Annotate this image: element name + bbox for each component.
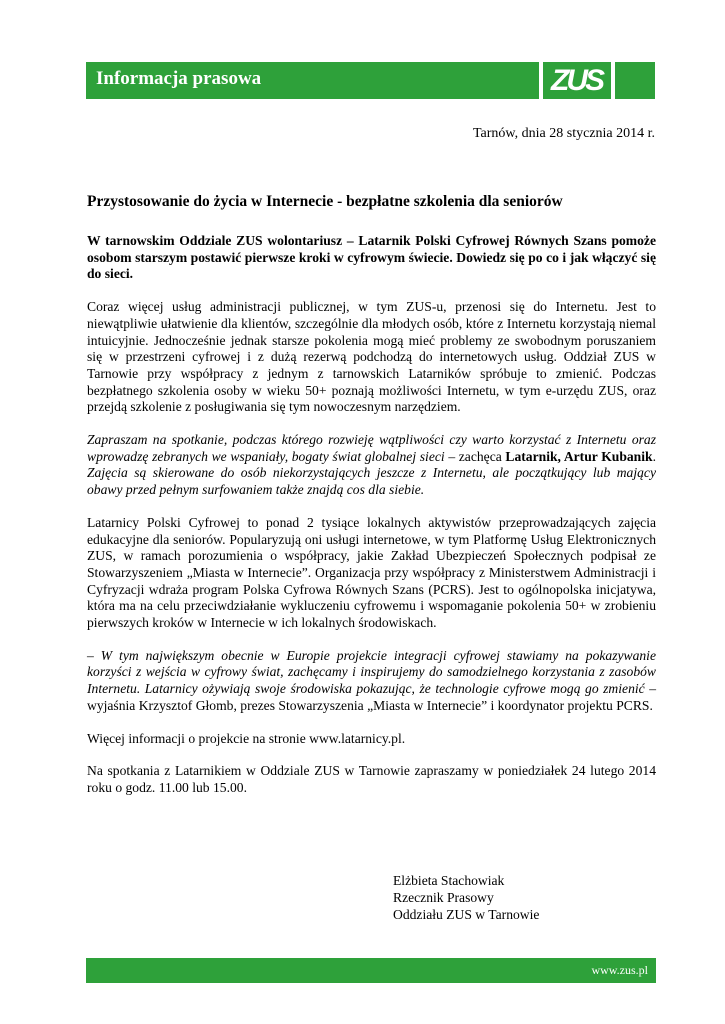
paragraph-1: Coraz więcej usług administracji publicznej, w tym ZUS-u, przenosi się do Internetu. Jest to niewątpliwie ułatwienie dla klientów, szczególnie dla młodych osób, które z Internetu korzystają niemal intuicyjnie. Jednocześnie jednak starsze pokolenia mogą mieć problemy ze swobodnym poruszaniem się w przestrzeni cyfrowej i z dużą rezerwą podchodzą do internetowych usług. Oddział ZUS w Tarnowie przy współpracy z jednym z tarnowskich Latarników spróbuje to zmienić. Podczas bezpłatnego szkolenia osoby w wieku 50+ poznają możliwości Internetu, w tym e-urzędu ZUS, oraz przejdą szkolenie z posługiwania się tym nowoczesnym narzędziem. [87,299,656,415]
paragraph-6: Na spotkania z Latarnikiem w Oddziale ZUS w Tarnowie zapraszamy w poniedziałek 24 lutego 2014 roku o godz. 11.00 lub 15.00. [87,763,656,795]
signature-office: Oddziału ZUS w Tarnowie [393,907,540,922]
quote-1-speaker: Latarnik, Artur Kubanik [505,448,653,464]
article-body [87,192,656,813]
zus-logo [543,62,611,99]
logo-square [615,62,655,99]
article-lead: W tarnowskim Oddziale ZUS wolontariusz – Latarnik Polski Cyfrowej Równych Szans pomoże osobom starszym postawić pierwsze kroki w cyfrowym świecie. Dowiedz się po co i jak włączyć się do sieci. [87,233,656,282]
quote-1-period: . [652,448,656,464]
header-title: Informacja prasowa [96,68,262,89]
signature-block [393,872,539,923]
signature-role: Rzecznik Prasowy [393,890,494,905]
quote-1-continuation: Zajęcia są skierowane do osób niekorzystających jeszcze z Internetu, ale początkujący lub mający obawy przed pełnym surfowaniem także znajdą cos dla siebie. [87,465,656,498]
footer-bar [86,958,656,983]
paragraph-5: Więcej informacji o projekcie na stronie www.latarnicy.pl. [87,730,406,746]
quote-1-text: Zapraszam na spotkanie, podczas którego rozwieję wątpliwości czy warto korzystać z Internetu oraz wprowadzę zebranych we wspaniały, bogaty świat globalnej sieci [87,432,656,464]
paragraph-quote-2 [87,648,656,715]
footer-url-link[interactable]: www.zus.pl [591,963,648,977]
paragraph-quote-1 [87,432,656,499]
quote-1-connector: – zachęca [444,448,506,464]
quote-2-attribution: – wyjaśnia Krzysztof Głomb, prezes Stowarzyszenia „Miasta w Internecie” i koordynator projektu PCRS. [87,681,656,713]
signature-name: Elżbieta Stachowiak [393,873,505,888]
quote-2-text: – W tym największym obecnie w Europie projekcie integracji cyfrowej stawiamy na pokazywanie korzyści z wejścia w cyfrowy świat, zachęcamy i inspirujemy do samodzielnego korzystania z zasobów Internetu. Latarnicy ożywiają swoje środowiska pokazując, że technologie cyfrowe mogą go zmienić [87,647,656,697]
zus-logo-text: ZUS [551,64,602,97]
date-line: Tarnów, dnia 28 stycznia 2014 r. [472,126,655,141]
header-bar [86,62,539,99]
paragraph-3: Latarnicy Polski Cyfrowej to ponad 2 tysiące lokalnych aktywistów przeprowadzających zajęcia edukacyjne dla seniorów. Popularyzują oni usługi internetowe, w tym Platformę Usług Elektronicznych ZUS, w ramach porozumienia o współpracy, jakie Zakład Ubezpieczeń Społecznych podpisał ze Stowarzyszeniem „Miasta w Internecie”. Organizacja przy współpracy z Ministerstwem Administracji i Cyfryzacji wdraża program Polska Cyfrowa Równych Szans (PCRS). Jest to ogólnopolska inicjatywa, która ma na celu przeciwdziałanie wykluczeniu cyfrowemu i wspomaganie pokolenia 50+ w zrobieniu pierwszych kroków w Internecie w ich lokalnych środowiskach. [87,514,656,631]
article-headline: Przystosowanie do życia w Internecie - bezpłatne szkolenia dla seniorów [87,193,563,210]
